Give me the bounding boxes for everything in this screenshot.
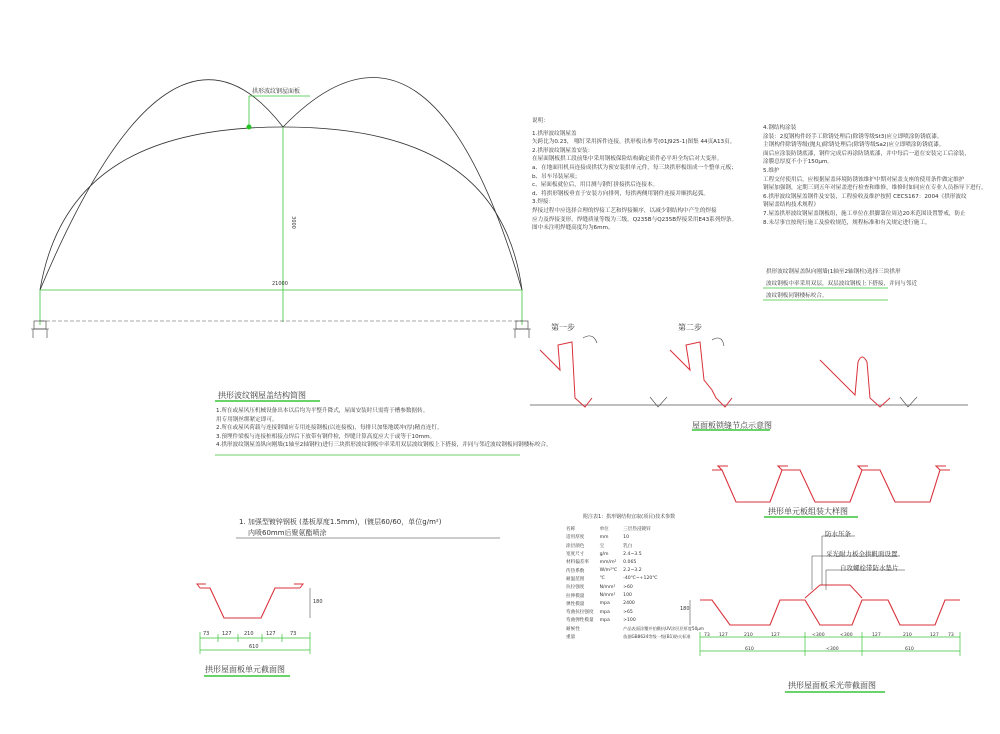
steel-line: 8.未尽事宜按现行施工及验收规范，规程标准和有关规定进行施工。 <box>763 219 931 226</box>
arch-note: 1.所在或屋风压机械设备出本以后均为平整升降式，屋面安装时只需将于槽参数据转。 <box>216 408 429 414</box>
spec-table-cell: 10 <box>623 534 630 540</box>
arch-notes <box>216 407 552 450</box>
light-band-dim: <300 <box>812 633 825 638</box>
spec-table-cell: 0.065 <box>623 559 637 565</box>
spec-table-cell: N/mm² <box>599 584 616 590</box>
spec-table-cell: 100 <box>623 593 632 599</box>
seam-diagram <box>530 336 968 407</box>
explanation-line: b、吊车吊装屋项； <box>532 173 581 180</box>
spec-table-cell: 2.4~3.5 <box>623 551 642 557</box>
explanation-line: 应力及焊接变形，焊缝质量等级为三级。Q235B与Q235B焊接采用E43系列焊条。 <box>532 216 738 223</box>
spec-table-cell: 弹性模量 <box>566 601 585 607</box>
light-band-label: 采光耐力板全拱帆面设置 <box>826 550 898 558</box>
arch-height-dim: 3000 <box>289 216 296 229</box>
steel-line: 主钢构件除锈等级(抛丸)除锈处理后(除锈等级Sa2)应立即喷涂防锈底漆。 <box>763 142 945 149</box>
arch-note: 3.预埋件梁板与连接桩相接点焊后下放带有钢件检，焊缝计算高度应大于或等于10mm。 <box>216 433 436 440</box>
section-spec: 1. 加强型镀锌钢板 (基板厚度1.5mm)，(镀层60/60，单位g/m²) <box>239 518 442 526</box>
spec-table-cell: 弯曲弹性模量 <box>566 618 594 624</box>
spec-table-cell: 材料偏差率 <box>566 560 589 566</box>
steel-line: 5.维护 <box>763 167 780 174</box>
spec-table-cell: 宽度尺寸 <box>566 552 585 558</box>
spec-table-cell: mpa <box>599 601 610 607</box>
spec-table-cell: W/m²℃ <box>599 568 618 574</box>
spec-table-cell: 2400 <box>623 601 635 607</box>
steel-line: 涂装：2度钢构件经手工除锈处理后(除锈等级St3)应立即喷涂防锈底漆。 <box>763 133 943 140</box>
seam-step1: 第一步 <box>551 323 575 332</box>
spec-table-cell: 三层热浸镀锌 <box>623 527 651 533</box>
light-band-dim: 127 <box>771 633 780 638</box>
light-band-dim: 127 <box>930 633 939 638</box>
steel-notes <box>763 124 987 227</box>
explanation-line: a、在地面用机具连接成拱状为预安装拱单元件，每三块拱形板组成一个整单元板； <box>532 164 737 171</box>
light-band-label: 自攻螺栓带防水垫片 <box>840 564 899 572</box>
section-height: 180 <box>313 599 323 605</box>
spec-table-cell: ℃ <box>599 576 605 582</box>
spec-table-cell: >60 <box>623 584 633 590</box>
light-band-profile <box>690 536 960 656</box>
arch-curve <box>40 78 522 290</box>
section-total: 610 <box>249 644 259 650</box>
spec-table-row <box>563 616 707 624</box>
explanation-line: 3.焊接： <box>532 199 555 206</box>
explanation-line: 1.拱形波纹钢屋盖 <box>532 130 577 137</box>
unit-panel-caption: 拱形单元板组装大样图 <box>768 507 848 516</box>
seam-step2: 第二步 <box>678 323 702 332</box>
light-band-dim: 210 <box>903 633 912 638</box>
arch-span-dim: 21000 <box>272 281 288 287</box>
steel-line: 钢屋盖结构技术规程》 <box>763 202 819 209</box>
spec-table-row <box>563 550 707 558</box>
steel-line: 钢屋加强钢，定期三到五年对屋盖进行检查和维修，维修时如同应在专业人员指导下进行。 <box>763 185 987 192</box>
steel-boxed-note <box>766 266 917 302</box>
spec-table <box>563 525 707 641</box>
light-band-caption: 拱形屋面板采光带截面图 <box>788 681 876 690</box>
section-caption: 拱形屋面板单元截面图 <box>205 665 285 674</box>
spec-table-cell: 弯曲抗拉强度 <box>566 610 594 616</box>
section-dim: 73 <box>203 631 210 637</box>
section-profile <box>197 538 500 654</box>
spec-table-row <box>563 608 707 616</box>
steel-line: 工程交付使用后，应根据屋盖环境防锈蚀维护中期对屋盖支座的使用条件做定维护 <box>763 176 965 183</box>
spec-table-cell: 拉伸模量 <box>566 593 585 599</box>
steel-boxed-line: 波纹钢板中率采用双层，双层波纹钢板上下搭接，并同与邻近 <box>766 281 918 287</box>
light-band-total: 610 <box>905 647 914 652</box>
explanation-notes <box>532 117 737 233</box>
section-dim: 73 <box>290 631 297 637</box>
arch-note: 2.所在或屋风荷载与连接钢墙应专用连接钢板(以连接板)，每排只加集地缓冲(厚)精直连钉。 <box>216 425 443 432</box>
seam-caption: 屋面板锁缝节点示意图 <box>692 421 772 430</box>
spec-table-cell: mm <box>599 534 609 540</box>
steel-boxed-line: 拱形波纹钢屋盖纵向刚墙(1轴至2轴钢柱)选择三块拱形 <box>766 269 901 275</box>
section-dim: 127 <box>222 631 232 637</box>
steel-line: 涂膜总厚度不小于150μm。 <box>763 159 834 166</box>
arch-caption: 拱形波纹钢屋盖结构简图 <box>218 391 306 400</box>
arch-diagram <box>31 78 531 338</box>
light-band-total: 610 <box>745 647 754 652</box>
arch-apex-marker <box>247 125 252 130</box>
light-band-dim: 127 <box>719 633 728 638</box>
spec-table-cell: 传热系数 <box>566 568 585 574</box>
light-band-dim: 127 <box>872 633 881 638</box>
spec-table-cell: 适用厚度 <box>566 535 585 541</box>
section-dim: 210 <box>244 631 254 637</box>
section-spec-sub: 内喷60mm后聚氨酯喷涂 <box>248 529 327 537</box>
spec-table-row <box>563 633 707 641</box>
spec-table-cell: mpa <box>599 609 610 615</box>
spec-table-cell: 耐候性 <box>566 626 580 632</box>
light-band-height: 180 <box>680 606 690 612</box>
spec-table-row <box>563 575 707 583</box>
spec-table-row <box>563 533 707 541</box>
spec-table-cell: 抗拉强度 <box>566 585 585 591</box>
explanation-line: 图中未注明焊缝高度均为6mm。 <box>532 225 614 232</box>
light-band-label: 防水压条 <box>825 530 851 538</box>
spec-table-cell: mpa <box>599 617 610 623</box>
section-dim: 127 <box>266 631 276 637</box>
explanation-line: d、将拱形钢板垂直于安装方向排列，每拱两侧用钢件连接并顺拱起弧。 <box>532 190 709 197</box>
spec-table-cell: 宝 <box>599 543 605 549</box>
explanation-line: 矢跨比为0.23， 哪钉采用拆件连接，拱形板出参考(01J925-1)图集 44页A13页。 <box>532 139 736 146</box>
light-band-dim: 210 <box>744 633 753 638</box>
spec-table-cell: 依据GB8624等级一级(B1)防火标准 <box>623 634 691 639</box>
spec-table-cell <box>597 625 621 633</box>
spec-table-row <box>563 591 707 599</box>
spec-table-cell <box>597 633 621 641</box>
spec-table-row <box>563 583 707 591</box>
steel-boxed-line: 波纹钢板同钢楼标咬合。 <box>766 293 828 299</box>
light-band-total: <300 <box>826 647 839 652</box>
spec-table-title: 附注表1：拱形钢结构宜取(项目)技术参数 <box>583 514 676 520</box>
steel-line: 7.屋盖拱形波纹钢屋盖钢板组，施工单位在拱脚第位周边20米范围设置警戒，防止 <box>763 210 966 217</box>
light-band-dim: 73 <box>948 633 954 638</box>
arch-note: 4.拱形波纹钢屋盖纵向刚墙(1轴至2轴钢柱)进行三块拱形波纹钢板中率采用双层波纹钢板上下搭接，并同与邻近波纹钢板同钢楼标咬合。 <box>216 442 552 449</box>
spec-table-cell: >100 <box>623 617 636 623</box>
explanation-line: c、屋面板就位后，用目测与钢钉拼接拱后连接本。 <box>532 182 659 189</box>
spec-table-cell: mm/m² <box>599 559 617 565</box>
arch-note: 用专用钢丝绑紧定即可。 <box>216 416 278 423</box>
explanation-line: 在屋面钢板拱工段前集中采用钢板保险结构确定质件必平坦全均后对大变形。 <box>532 156 723 163</box>
spec-table-cell: 涂层颜色 <box>566 543 585 549</box>
spec-table-cell: N/mm² <box>599 593 616 599</box>
spec-table-cell: 重量 <box>566 635 576 640</box>
spec-table-cell: 2.2~3.2 <box>623 568 642 574</box>
spec-table-cell: 产品表面涂覆并拍摄抗UV涂层层厚度50μm <box>623 625 704 631</box>
spec-table-cell: 单位 <box>599 527 609 533</box>
spec-table-row <box>563 566 707 574</box>
spec-table-cell: -40℃~+120℃ <box>623 576 658 582</box>
steel-line: 6.拱形波纹钢屋盖钢件及安装，工程验收及维护按照 CECS167：2004《拱形波纹 <box>763 193 967 200</box>
unit-panel-assembly <box>712 466 950 502</box>
spec-table-cell: 耐温范围 <box>566 576 585 582</box>
spec-table-row <box>563 558 707 566</box>
spec-table-cell: 名称 <box>566 527 576 533</box>
light-band-dim: 73 <box>704 633 710 638</box>
explanation-title: 说明： <box>532 118 549 124</box>
explanation-line: 2.拱形波纹钢屋盖安装： <box>532 147 594 154</box>
arch-top-label: 拱形波纹钢屋面板 <box>252 88 301 95</box>
spec-table-row <box>563 625 707 633</box>
spec-table-row <box>563 525 707 533</box>
spec-table-row <box>563 542 707 550</box>
steel-line: 面后应涂装防锈底漆，钢件完成后再涂防锈底漆，并中每后一道在安装完工后涂装， <box>763 150 970 157</box>
spec-table-row <box>563 600 707 608</box>
spec-table-cell: >65 <box>623 609 633 615</box>
spec-table-cell: g/m <box>599 551 609 557</box>
steel-line: 4.钢结构涂装 <box>763 125 797 131</box>
spec-table-cell: 乳白 <box>623 543 633 549</box>
explanation-line: 焊接过程中应选择合理的焊接工艺和焊接顺序，以减少钢结构中产生的焊接 <box>532 207 717 214</box>
light-band-dim: <300 <box>840 633 853 638</box>
